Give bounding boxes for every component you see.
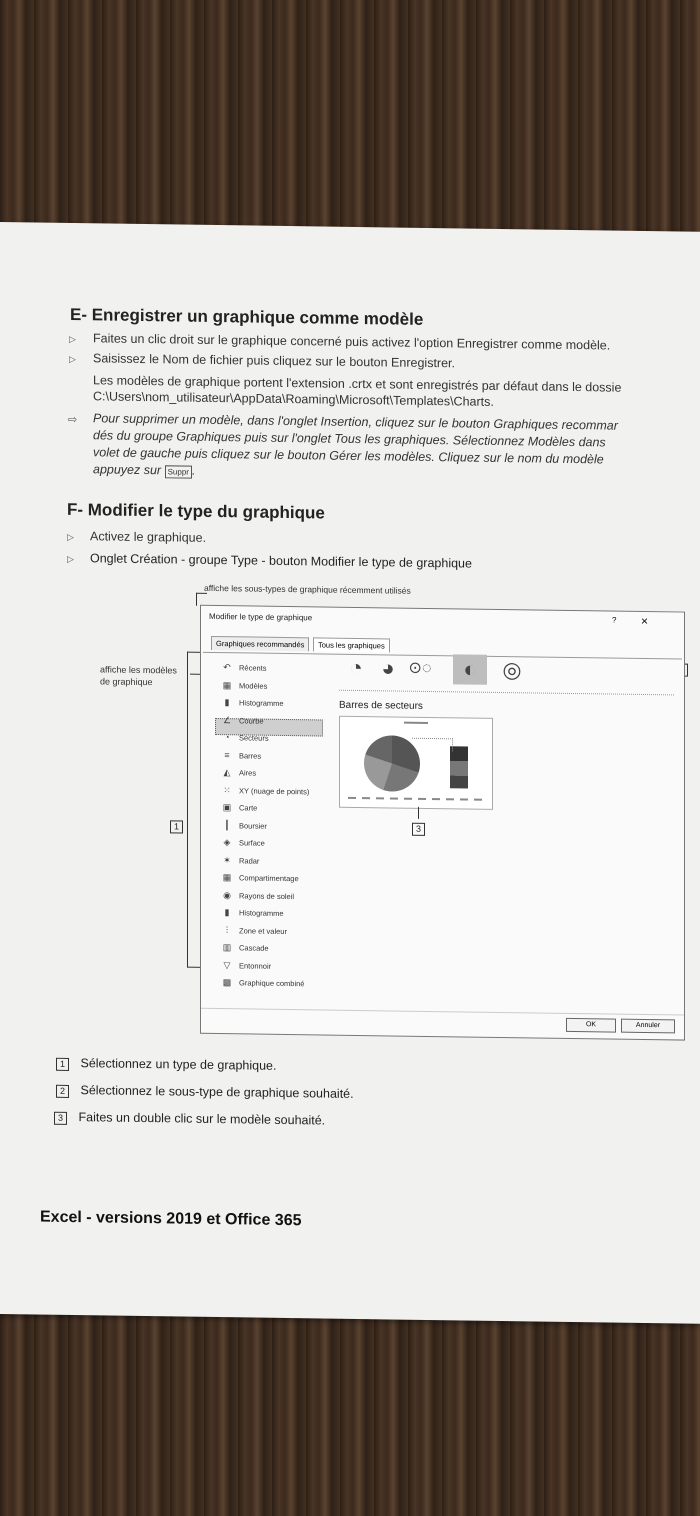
page-footer: Excel - versions 2019 et Office 365 [40,1208,302,1230]
callout-3-number: 3 [412,823,425,836]
stock-chart-icon: ┃ [224,819,230,830]
chart-type-item[interactable]: Zone et valeur [239,925,287,936]
surface-chart-icon: ◈ [223,837,231,848]
chart-type-item[interactable]: XY (nuage de points) [239,785,310,796]
preview-legend-mark [348,797,484,801]
chart-preview[interactable] [339,716,493,810]
section-e-tip-line4: appuyez sur Suppr . [93,462,196,478]
pie-subtype-icon[interactable]: ◔ [349,654,363,681]
dialog-footer-divider [201,1008,684,1016]
chart-type-item[interactable]: Récents [239,663,267,673]
subtype-divider [339,690,674,696]
histogram-chart-icon: ▮ [224,907,230,918]
waterfall-chart-icon: ▥ [222,942,232,953]
section-e-note-line1: Les modèles de graphique portent l'extension .crtx et sont enregistrés par défaut dans le dossie [93,373,622,395]
pie-of-pie-subtype-icon[interactable]: ⊙◌ [408,659,432,678]
area-chart-icon: ◭ [223,767,231,778]
preview-title-mark [404,722,428,724]
legend-item-2 [56,1083,354,1102]
chart-type-item[interactable]: Histogramme [239,908,284,918]
chart-type-item[interactable]: Compartimentage [239,873,299,884]
legend-number-1: 1 [56,1058,69,1071]
sunburst-chart-icon: ◉ [223,889,231,900]
line-chart-icon: ∠ [222,714,232,725]
chart-type-item[interactable]: Rayons de soleil [239,890,295,901]
pie-3d-subtype-icon[interactable]: ◕ [381,655,395,681]
section-e-heading: E- Enregistrer un graphique comme modèle [70,304,424,329]
cancel-button[interactable]: Annuler [621,1019,675,1034]
section-e-step1: Faites un clic droit sur le graphique concerné puis activez l'option Enregistrer comme modèle. [93,331,611,353]
tip-arrow-icon: ⇨ [68,413,78,427]
section-e-tip-line1: Pour supprimer un modèle, dans l'onglet Insertion, cliquez sur le bouton Graphiques recommar [93,411,618,433]
map-chart-icon: ▣ [222,802,232,813]
chart-type-item[interactable]: Courbe [239,715,264,726]
chart-type-item[interactable]: Graphique combiné [239,978,305,989]
annotation-templates-line2: de graphique [100,676,153,688]
funnel-chart-icon: ▽ [223,959,231,970]
section-f-step1: Activez le graphique. [90,529,207,545]
chart-type-item[interactable]: Aires [239,768,257,778]
callout-3-line [418,807,419,819]
preview-connector [412,738,453,752]
callout-1-number: 1 [170,820,183,833]
subtype-title: Barres de secteurs [339,699,423,712]
recent-icon: ↶ [223,662,231,673]
ok-button[interactable]: OK [566,1018,616,1033]
chart-type-item[interactable]: Barres [239,750,262,761]
callout-1-marker [170,816,183,834]
tab-recommended-charts[interactable]: Graphiques recommandés [211,636,309,651]
bar-of-pie-subtype-icon[interactable]: ◐ [453,654,487,684]
legend-item-3 [54,1110,325,1129]
legend-text-1: Sélectionnez un type de graphique. [80,1056,277,1073]
pie-chart-icon: ◔ [224,732,230,743]
chart-type-item[interactable]: Boursier [239,820,267,831]
box-whisker-chart-icon: ⫶ [225,924,229,935]
suppr-key: Suppr [165,465,192,478]
chart-type-item[interactable]: Surface [239,838,265,848]
chart-type-item[interactable]: Entonnoir [239,960,272,971]
legend-number-2: 2 [56,1085,69,1098]
dialog-title: Modifier le type de graphique [209,611,313,623]
legend-number-3: 3 [54,1112,67,1125]
chart-type-item[interactable]: Radar [239,855,260,866]
chart-type-item[interactable]: Carte [239,803,258,813]
section-e-note-line2: C:\Users\nom_utilisateur\AppData\Roaming\Microsoft\Templates\Charts. [93,389,494,409]
section-e-tip-line2: dés du groupe Graphiques puis sur l'onglet Tous les graphiques. Sélectionnez Modèles dans [93,428,606,450]
help-button[interactable]: ? [612,615,617,625]
section-f-heading: F- Modifier le type du graphique [67,499,325,523]
chart-type-item[interactable]: Secteurs [239,733,269,743]
wood-background-top [0,0,700,240]
templates-icon: ▦ [222,679,232,690]
chart-type-item[interactable]: Cascade [239,943,269,953]
section-f-step2: Onglet Création - groupe Type - bouton Modifier le type de graphique [90,551,472,571]
column-chart-icon: ▮ [224,697,230,708]
change-chart-type-dialog [200,605,685,1041]
tab-all-charts[interactable]: Tous les graphiques [313,637,390,652]
radar-chart-icon: ✶ [223,854,231,865]
section-e-tip-line3: volet de gauche puis cliquez sur le bouton Gérer les modèles. Cliquez sur le nom du modèle [93,445,604,467]
scatter-chart-icon: ⁙ [223,784,231,795]
bullet-arrow-icon: ▷ [67,531,74,543]
annotation-templates-line1: affiche les modèles [100,664,177,676]
bar-chart-icon: ≡ [224,749,230,760]
chart-type-item[interactable]: Modèles [239,680,268,691]
section-e-step2: Saisissez le Nom de fichier puis cliquez sur le bouton Enregistrer. [93,351,455,371]
doughnut-subtype-icon[interactable]: ◎ [502,657,522,683]
bullet-arrow-icon: ▷ [67,553,74,565]
bullet-arrow-icon: ▷ [69,353,76,365]
chart-type-item[interactable]: Histogramme [239,698,284,708]
close-icon[interactable]: × [641,613,649,629]
wood-background-bottom [0,1310,700,1516]
combo-chart-icon: ▩ [222,977,232,988]
bullet-arrow-icon: ▷ [69,333,76,345]
legend-text-2: Sélectionnez le sous-type de graphique souhaité. [80,1083,354,1101]
legend-text-3: Faites un double clic sur le modèle souhaité. [78,1110,326,1128]
book-page [0,222,700,1324]
legend-item-1 [56,1056,276,1074]
tab-divider [203,652,682,660]
treemap-chart-icon: ▦ [222,872,232,883]
preview-bar-icon [450,746,468,788]
tip-text-end: appuyez sur [93,462,162,478]
callout-3-marker [412,819,425,837]
annotation-recent-subtypes: affiche les sous-types de graphique récemment utilisés [204,582,411,596]
